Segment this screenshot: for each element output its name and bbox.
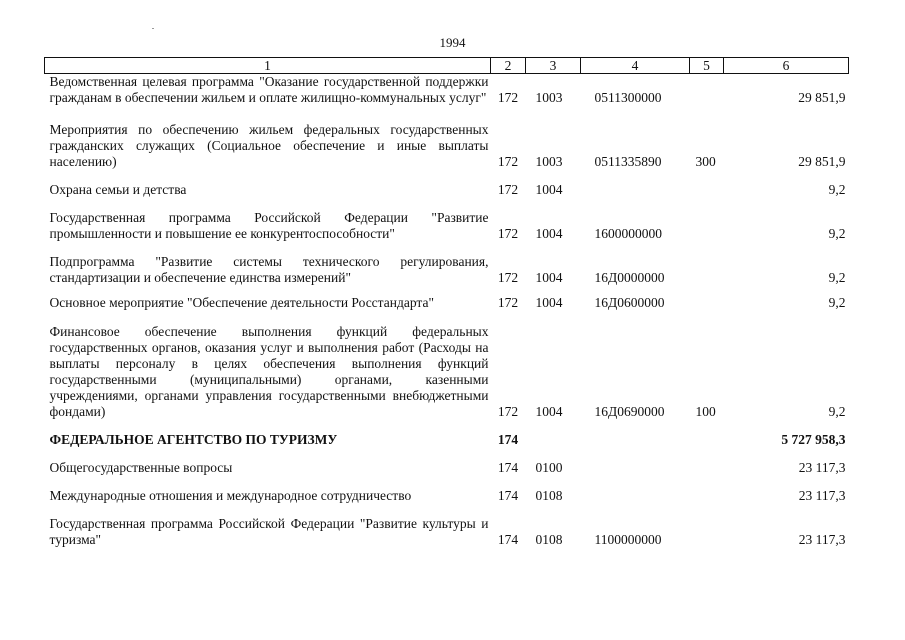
table-row: [45, 74, 849, 107]
table-row: [45, 106, 849, 170]
chapter-code: 172: [497, 270, 519, 285]
header-col-2: 2: [491, 58, 526, 74]
chapter-code: 172: [497, 90, 519, 105]
amount: 9,2: [828, 295, 846, 310]
section-code: 0108: [535, 532, 563, 547]
expense-type: [690, 170, 724, 198]
chapter-code: 172: [497, 226, 519, 241]
amount: 23 117,3: [798, 460, 846, 475]
row-name: Общегосударственные вопросы: [49, 460, 233, 475]
target-article: 1600000000: [594, 226, 662, 241]
chapter-code: 174: [497, 460, 519, 475]
expense-type: [690, 448, 724, 476]
table-row: [45, 476, 849, 504]
scan-speck: [152, 28, 154, 29]
amount: 9,2: [828, 226, 846, 241]
expense-type: [690, 476, 724, 504]
row-name: Государственная программа Российской Федерации "Развитие культуры и туризма": [49, 516, 489, 547]
target-article: 0511335890: [594, 154, 662, 169]
row-name: Финансовое обеспечение выполнения функций федеральных государственных органов, оказания услуг и выполнения работ (Расходы на выплаты персоналу в целях обеспечения выполнения функций государственными (муниципальными) органами, казенными учреждениями, органами управления государственными внебюджетными фондами): [49, 324, 489, 419]
chapter-code: 172: [497, 404, 519, 419]
header-row: [45, 58, 849, 74]
expense-type: 100: [695, 404, 716, 419]
amount: 29 851,9: [798, 90, 846, 105]
row-name: Ведомственная целевая программа "Оказание государственной поддержки гражданам в обеспечении жильем и оплате жилищно-коммунальных услуг": [49, 74, 489, 105]
section-code: 1003: [535, 154, 563, 169]
target-article: 16Д0690000: [594, 404, 665, 419]
table-row: [45, 242, 849, 286]
budget-table: [44, 57, 849, 548]
chapter-code: 172: [497, 182, 519, 197]
section-code: 1004: [535, 226, 563, 241]
amount: 29 851,9: [798, 154, 846, 169]
header-col-4: 4: [581, 58, 690, 74]
amount: 23 117,3: [798, 532, 846, 547]
section-code: 1004: [535, 270, 563, 285]
target-article: [581, 476, 690, 504]
section-code: 1004: [535, 295, 563, 310]
section-code: 1004: [535, 404, 563, 419]
table-row: [45, 420, 849, 448]
section-code: 0100: [535, 460, 563, 475]
target-article: 1100000000: [594, 532, 662, 547]
row-name: Международные отношения и международное сотрудничество: [49, 488, 412, 503]
section-code: [526, 420, 581, 448]
target-article: 16Д0600000: [594, 295, 665, 310]
row-name: Государственная программа Российской Федерации "Развитие промышленности и повышение ее конкурентоспособности": [49, 210, 489, 241]
row-name: ФЕДЕРАЛЬНОЕ АГЕНТСТВО ПО ТУРИЗМУ: [49, 432, 338, 447]
table-body: [45, 74, 849, 549]
row-name: Основное мероприятие "Обеспечение деятельности Росстандарта": [49, 295, 434, 310]
header-col-5: 5: [690, 58, 724, 74]
expense-type: [690, 286, 724, 311]
chapter-code: 172: [497, 154, 519, 169]
chapter-code: 174: [497, 532, 519, 547]
amount: 5 727 958,3: [781, 432, 846, 447]
row-name: Мероприятия по обеспечению жильем федеральных государственных гражданских служащих (Социальное обеспечение и иные выплаты населению): [49, 122, 489, 169]
expense-type: [690, 242, 724, 286]
expense-type: [690, 504, 724, 548]
expense-type: [690, 74, 724, 107]
table-row: [45, 170, 849, 198]
table-row: [45, 198, 849, 242]
amount: 9,2: [828, 270, 846, 285]
chapter-code: 174: [497, 488, 519, 503]
target-article: [581, 420, 690, 448]
page-number: 1994: [439, 35, 466, 50]
chapter-code: 172: [497, 295, 519, 310]
row-name: Подпрограмма "Развитие системы технического регулирования, стандартизации и обеспечение единства измерений": [49, 254, 489, 285]
chapter-code: 174: [497, 432, 519, 447]
expense-type: [690, 198, 724, 242]
row-name: Охрана семьи и детства: [49, 182, 187, 197]
expense-type: [690, 420, 724, 448]
table-row: [45, 448, 849, 476]
amount: 9,2: [828, 404, 846, 419]
target-article: 16Д0000000: [594, 270, 665, 285]
section-code: 0108: [535, 488, 563, 503]
header-col-1: 1: [45, 58, 491, 74]
section-code: 1003: [535, 90, 563, 105]
expense-type: 300: [695, 154, 716, 169]
table-row: [45, 286, 849, 311]
amount: 23 117,3: [798, 488, 846, 503]
target-article: [581, 448, 690, 476]
table-row: [45, 311, 849, 420]
table-row: [45, 504, 849, 548]
target-article: 0511300000: [594, 90, 662, 105]
header-col-6: 6: [724, 58, 849, 74]
amount: 9,2: [828, 182, 846, 197]
header-col-3: 3: [526, 58, 581, 74]
section-code: 1004: [535, 182, 563, 197]
target-article: [581, 170, 690, 198]
